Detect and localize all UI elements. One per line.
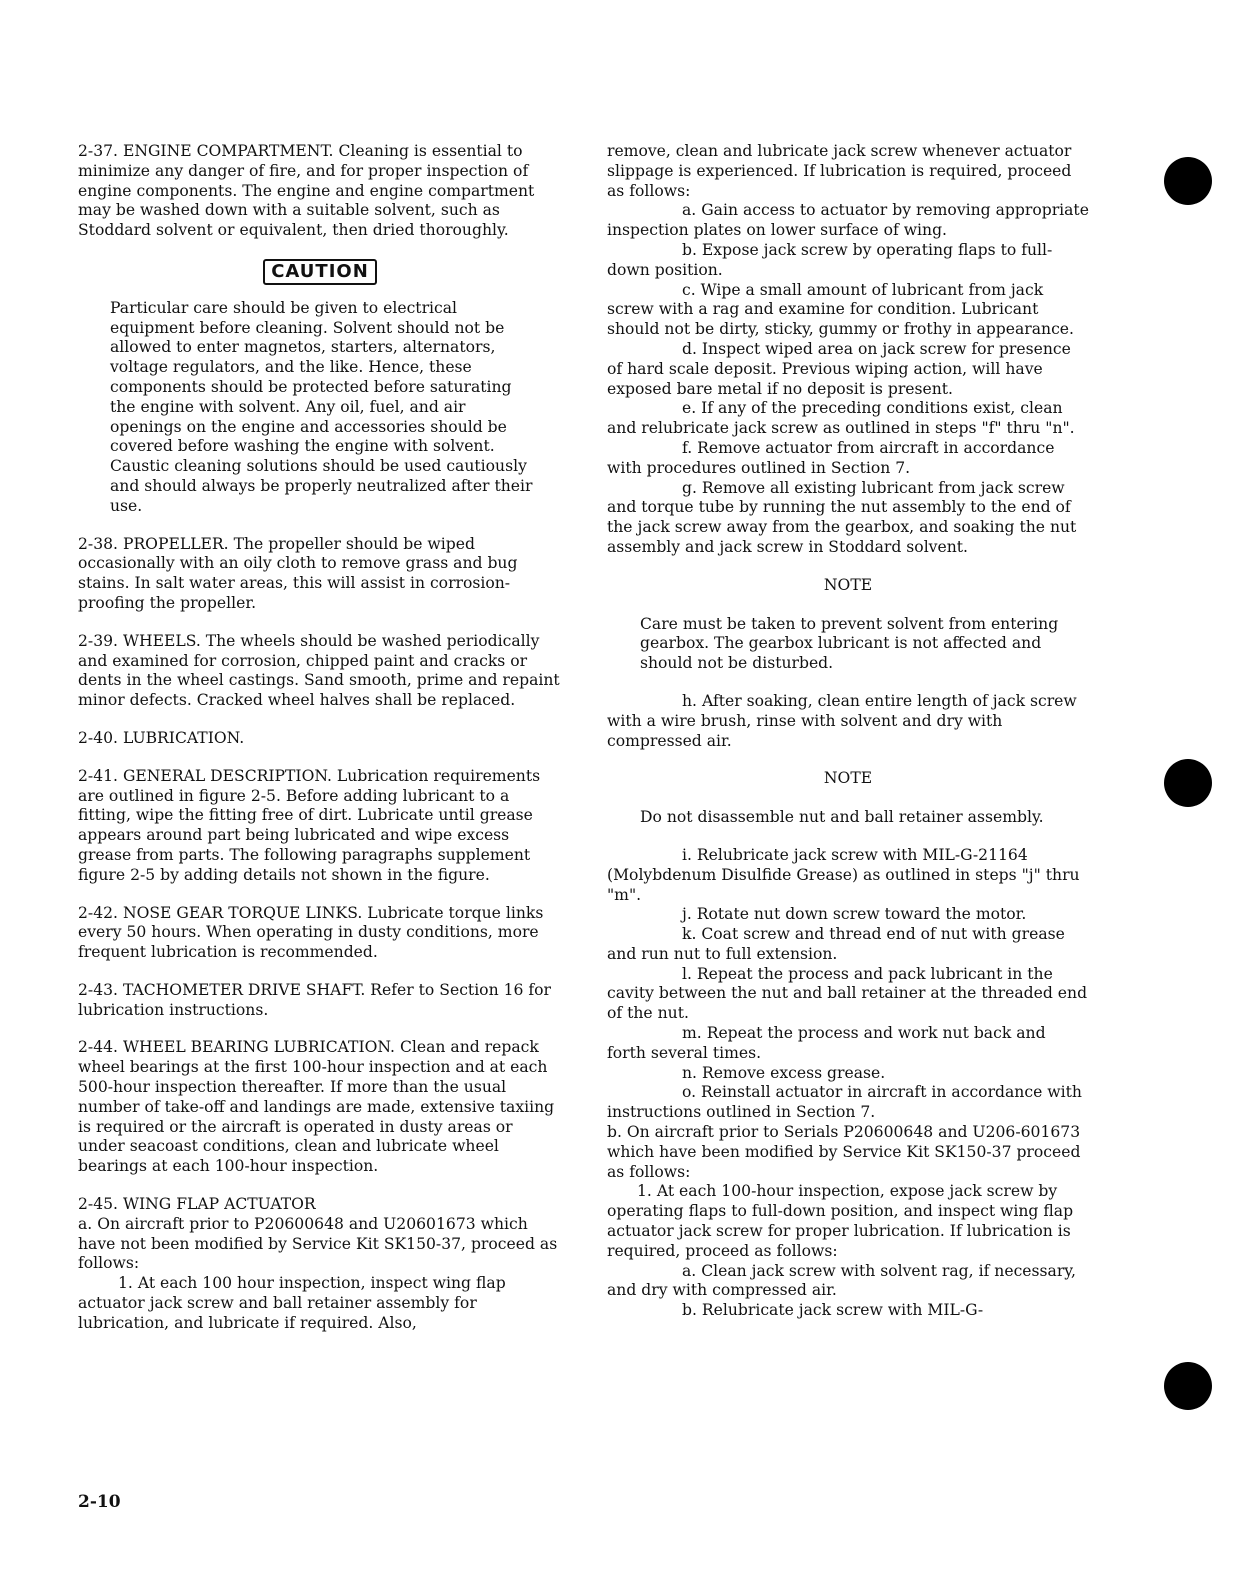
step-n: n. Remove excess grease. <box>682 1063 886 1082</box>
paragraph-b-1: 1. At each 100-hour inspection, expose jack screw by operating flaps to full-down position, and inspect wing flap actuator jack screw for proper lubrication. If lubrication is required, proceed as follows: <box>607 1182 1074 1260</box>
caution-label: CAUTION <box>263 259 377 285</box>
paragraph-2-43: 2-43. TACHOMETER DRIVE SHAFT. Refer to Section 16 for lubrication instructions. <box>78 980 551 1019</box>
paragraph-2-39: 2-39. WHEELS. The wheels should be washed periodically and examined for corrosion, chipped paint and cracks or dents in the wheel castings. Sand smooth, prime and repaint minor defects. Cracked wheel halves shall be replaced. <box>78 631 560 710</box>
paragraph-b-b: b. Relubricate jack screw with MIL-G- <box>682 1301 984 1320</box>
step-g: g. Remove all existing lubricant from jack screw and torque tube by running the nut assembly to the end of the jack screw away from the gearbox, and soaking the nut assembly and jack screw in Stoddard solvent. <box>607 478 1077 556</box>
right-column <box>607 142 1089 1321</box>
step-a: a. Gain access to actuator by removing appropriate inspection plates on lower surface of wing. <box>607 201 1089 240</box>
caution-text: Particular care should be given to electrical equipment before cleaning. Solvent should not be allowed to enter magnetos, starters, alternators, voltage regulators, and the like. Hence, these components should be protected before saturating the engine with solvent. Any oil, fuel, and air openings on the engine and accessories should be covered before washing the engine with solvent. Caustic cleaning solutions should be used cautiously and should always be properly neutralized after their use. <box>110 298 533 515</box>
punch-hole-top <box>1164 157 1212 205</box>
note-title-2: NOTE <box>823 769 873 788</box>
paragraph-b-intro: b. On aircraft prior to Serials P20600648 and U206-601673 which have been modified by Service Kit SK150-37 proceed as follows: <box>607 1123 1081 1181</box>
punch-hole-bottom <box>1164 1362 1212 1410</box>
step-k: k. Coat screw and thread end of nut with grease and run nut to full extension. <box>607 925 1065 963</box>
paragraph-2-44: 2-44. WHEEL BEARING LUBRICATION. Clean and repack wheel bearings at the first 100-hour inspection and at each 500-hour inspection thereafter. If more than the usual number of take-off and landings are made, extensive taxiing is required or the aircraft is operated in dusty areas or under seacoast conditions, clean and lubricate wheel bearings at each 100-hour inspection. <box>78 1038 555 1176</box>
paragraph-b-a: a. Clean jack screw with solvent rag, if necessary, and dry with compressed air. <box>607 1261 1076 1300</box>
step-e: e. If any of the preceding conditions exist, clean and relubricate jack screw as outlined in steps "f" thru "n". <box>607 399 1075 438</box>
step-b: b. Expose jack screw by operating flaps to full-down position. <box>607 240 1053 279</box>
step-d: d. Inspect wiped area on jack screw for presence of hard scale deposit. Previous wiping action, will have exposed bare metal if no deposit is present. <box>607 339 1071 398</box>
paragraph-2-45-a-1: 1. At each 100 hour inspection, inspect wing flap actuator jack screw and ball retainer assembly for lubrication, and lubricate if required. Also, <box>78 1274 506 1332</box>
paragraph-2-41: 2-41. GENERAL DESCRIPTION. Lubrication requirements are outlined in figure 2-5. Before adding lubricant to a fitting, wipe the fitting free of dirt. Lubricate until grease appears around part being lubricated and wipe excess grease from parts. The following paragraphs supplement figure 2-5 by adding details not shown in the figure. <box>78 766 541 884</box>
note-title-1: NOTE <box>823 575 873 594</box>
note-text-2: Do not disassemble nut and ball retainer assembly. <box>640 808 1044 827</box>
punch-hole-middle <box>1164 759 1212 807</box>
paragraph-2-42: 2-42. NOSE GEAR TORQUE LINKS. Lubricate torque links every 50 hours. When operating in dusty conditions, more frequent lubrication is recommended. <box>78 903 544 962</box>
left-column <box>78 142 562 1334</box>
paragraph-2-45-title: 2-45. WING FLAP ACTUATOR <box>78 1195 316 1214</box>
step-j: j. Rotate nut down screw toward the motor. <box>682 905 1027 924</box>
step-h: h. After soaking, clean entire length of jack screw with a wire brush, rinse with solvent and dry with compressed air. <box>607 691 1077 750</box>
step-l: l. Repeat the process and pack lubricant in the cavity between the nut and ball retainer at the threaded end of the nut. <box>607 964 1088 1023</box>
step-f: f. Remove actuator from aircraft in accordance with procedures outlined in Section 7. <box>607 438 1055 477</box>
step-c: c. Wipe a small amount of lubricant from jack screw with a rag and examine for condition. Lubricant should not be dirty, sticky, gummy or frothy in appearance. <box>607 280 1074 339</box>
step-i: i. Relubricate jack screw with MIL-G-21164 (Molybdenum Disulfide Grease) as outlined in steps "j" thru "m". <box>607 845 1080 904</box>
paragraph-2-38: 2-38. PROPELLER. The propeller should be wiped occasionally with an oily cloth to remove grass and bug stains. In salt water areas, this will assist in corrosion-proofing the propeller. <box>78 534 518 612</box>
step-m: m. Repeat the process and work nut back and forth several times. <box>607 1024 1046 1062</box>
note-text-1: Care must be taken to prevent solvent from entering gearbox. The gearbox lubricant is not affected and should not be disturbed. <box>640 614 1059 673</box>
paragraph-2-40: 2-40. LUBRICATION. <box>78 728 245 747</box>
paragraph-2-37: 2-37. ENGINE COMPARTMENT. Cleaning is essential to minimize any danger of fire, and for proper inspection of engine components. The engine and engine compartment may be washed down with a suitable solvent, such as Stoddard solvent or equivalent, then dried thoroughly. <box>78 142 535 240</box>
page-number: 2-10 <box>78 1492 121 1512</box>
continued-text: remove, clean and lubricate jack screw whenever actuator slippage is experienced. If lubrication is required, proceed as follows: <box>607 142 1072 200</box>
paragraph-2-45-a: a. On aircraft prior to P20600648 and U20601673 which have not been modified by Service Kit SK150-37, proceed as follows: <box>78 1214 558 1273</box>
step-o: o. Reinstall actuator in aircraft in accordance with instructions outlined in Section 7. <box>607 1083 1082 1122</box>
caution-box <box>78 259 562 285</box>
